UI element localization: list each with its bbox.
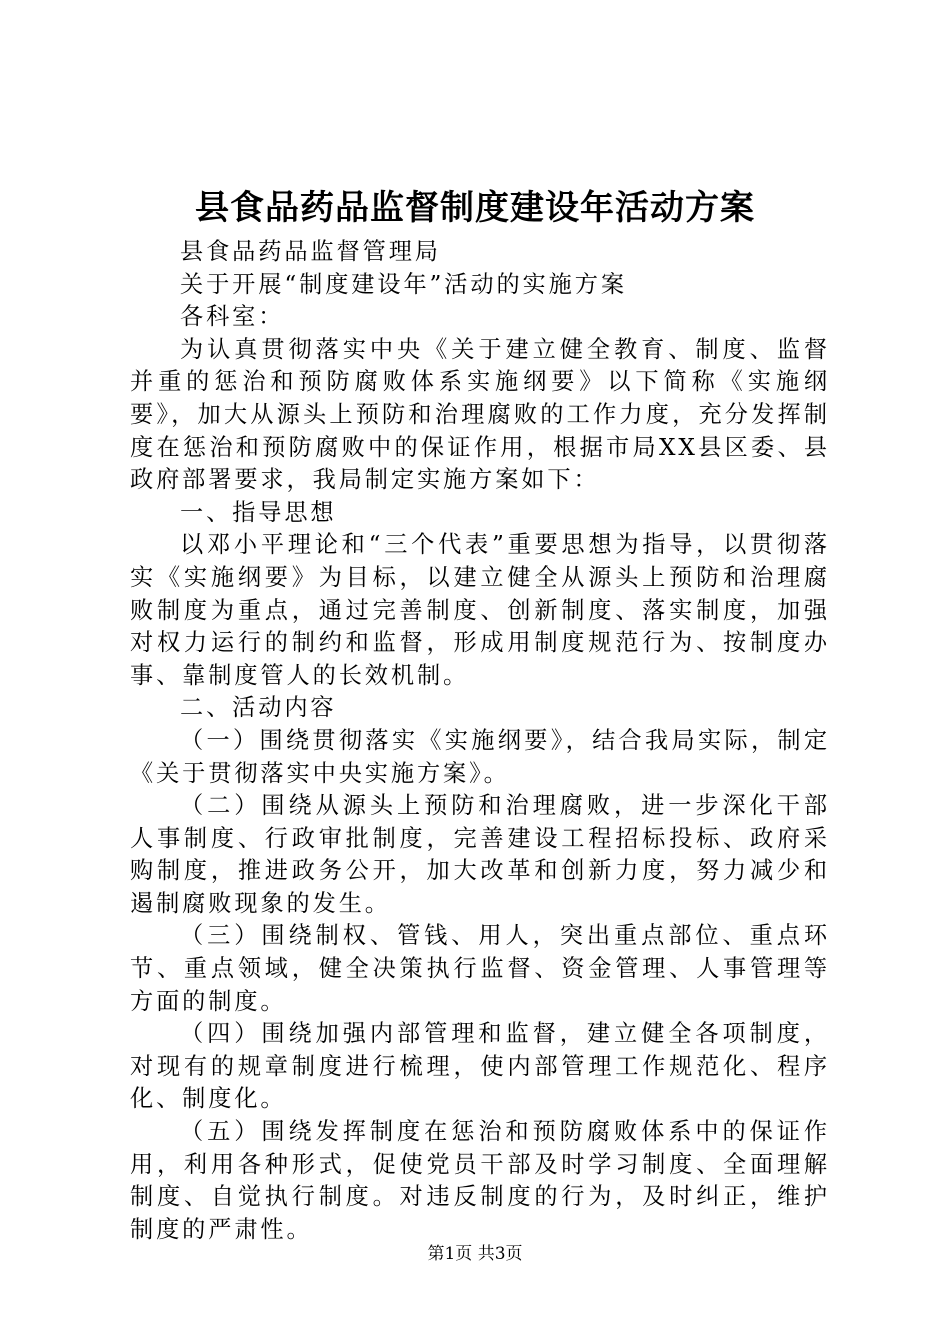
activity-item-3: （三）围绕制权、管钱、用人，突出重点部位、重点环节、重点领域，健全决策执行监督、资金管理、人事管理等方面的制度。 xyxy=(130,922,830,1015)
issuer-line: 县食品药品监督管理局 xyxy=(180,238,441,265)
section-heading-guiding-ideology: 一、指导思想 xyxy=(180,498,337,526)
activity-item-5: （五）围绕发挥制度在惩治和预防腐败体系中的保证作用，利用各种形式，促使党员干部及时学习制度、全面理解制度、自觉执行制度。对违反制度的行为，及时纠正，维护制度的严肃性。 xyxy=(130,1118,830,1243)
activity-item-4: （四）围绕加强内部管理和监督，建立健全各项制度，对现有的规章制度进行梳理，使内部管理工作规范化、程序化、制度化。 xyxy=(130,1020,830,1113)
section-heading-activity-content: 二、活动内容 xyxy=(180,694,337,722)
activity-item-2: （二）围绕从源头上预防和治理腐败，进一步深化干部人事制度、行政审批制度，完善建设工程招标投标、政府采购制度，推进政务公开，加大改革和创新力度，努力减少和遏制腐败现象的发生。 xyxy=(130,792,830,917)
intro-paragraph: 为认真贯彻落实中央《关于建立健全教育、制度、监督并重的惩治和预防腐败体系实施纲要》以下简称《实施纲要》，加大从源头上预防和治理腐败的工作力度，充分发挥制度在惩治和预防腐败中的保证作用，根据市局XX县区委、县政府部署要求，我局制定实施方案如下： xyxy=(130,335,830,494)
guiding-ideology-paragraph: 以邓小平理论和“三个代表”重要思想为指导，以贯彻落实《实施纲要》为目标，以建立健全从源头上预防和治理腐败制度为重点，通过完善制度、创新制度、落实制度，加强对权力运行的制约和监督，形成用制度规范行为、按制度办事、靠制度管人的长效机制。 xyxy=(130,531,830,689)
document-body xyxy=(130,236,830,1246)
subject-line: 关于开展“制度建设年”活动的实施方案 xyxy=(180,270,627,298)
salutation: 各科室： xyxy=(180,303,285,331)
document-title: 县食品药品监督制度建设年活动方案 xyxy=(195,188,755,228)
activity-item-1: （一）围绕贯彻落实《实施纲要》，结合我局实际，制定《关于贯彻落实中央实施方案》。 xyxy=(130,726,830,787)
page-number-footer: 第1页 共3页 xyxy=(427,1244,523,1264)
